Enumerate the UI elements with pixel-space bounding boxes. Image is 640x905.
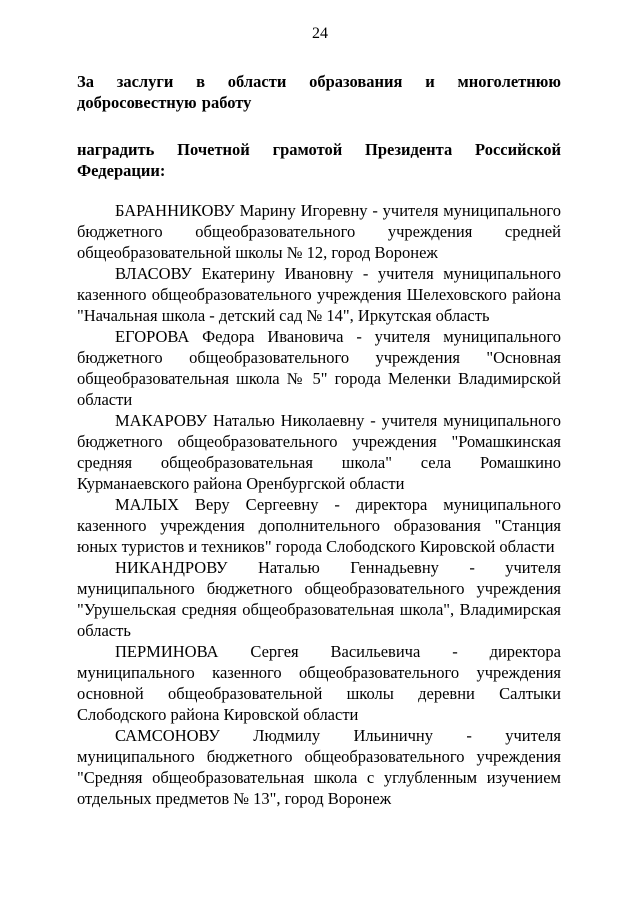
award-entry: ЕГОРОВА Федора Ивановича - учителя муниципального бюджетного общеобразовательного учреждения "Основная общеобразовательная школа № 5" города Меленки Владимирской области bbox=[77, 327, 561, 409]
heading-reason: За заслуги в области образования и многолетнюю добросовестную работу bbox=[77, 72, 561, 112]
award-entry: МАЛЫХ Веру Сергеевну - директора муниципального казенного учреждения дополнительного образования "Станция юных туристов и техников" города Слободского Кировской области bbox=[77, 495, 561, 556]
heading-award: наградить Почетной грамотой Президента Российской Федерации: bbox=[77, 140, 561, 180]
award-entry: ПЕРМИНОВА Сергея Васильевича - директора муниципального казенного общеобразовательного учреждения основной общеобразовательной школы деревни Салтыки Слободского района Кировской области bbox=[77, 642, 561, 724]
award-entry: САМСОНОВУ Людмилу Ильиничну - учителя муниципального бюджетного общеобразовательного учреждения "Средняя общеобразовательная школа с углубленным изучением отдельных предметов № 13", город Воронеж bbox=[77, 726, 561, 808]
page-number: 24 bbox=[312, 25, 328, 42]
award-entry: БАРАННИКОВУ Марину Игоревну - учителя муниципального бюджетного общеобразовательного учреждения средней общеобразовательной школы № 12, город Воронеж bbox=[77, 201, 561, 262]
award-entry: ВЛАСОВУ Екатерину Ивановну - учителя муниципального казенного общеобразовательного учреждения Шелеховского района "Начальная школа - детский сад № 14", Иркутская область bbox=[77, 264, 561, 325]
award-list bbox=[77, 200, 561, 809]
award-entry: МАКАРОВУ Наталью Николаевну - учителя муниципального бюджетного общеобразовательного учреждения "Ромашкинская средняя общеобразовательная школа" села Ромашкино Курманаевского района Оренбургской области bbox=[77, 411, 561, 493]
award-entry: НИКАНДРОВУ Наталью Геннадьевну - учителя муниципального бюджетного общеобразовательного учреждения "Урушельская средняя общеобразовательная школа", Владимирская область bbox=[77, 558, 561, 640]
